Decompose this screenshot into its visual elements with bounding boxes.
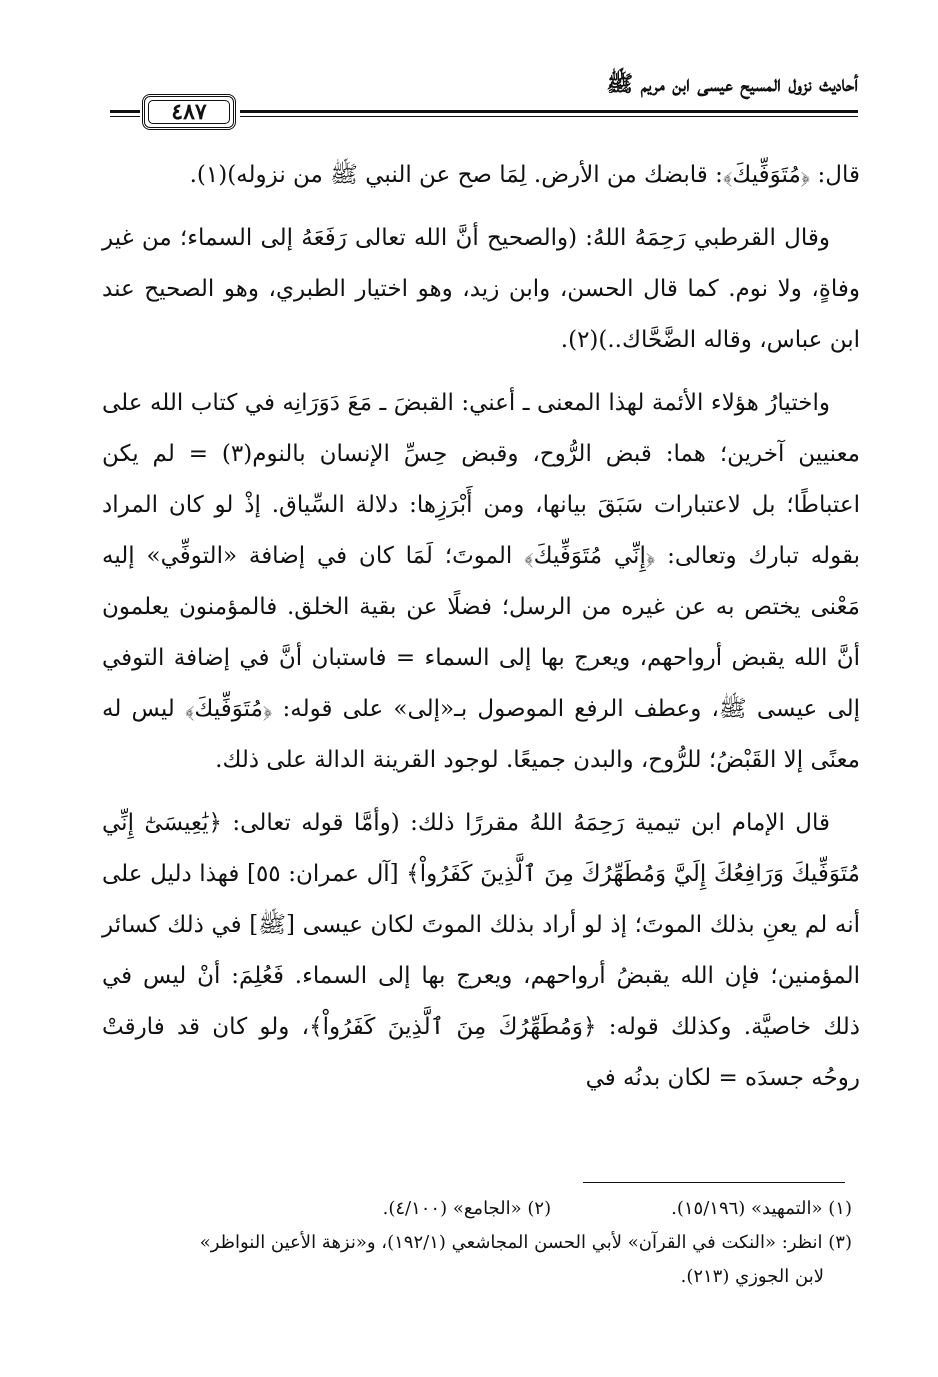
- main-text: [102, 150, 860, 1104]
- footnote-1: (١) «التمهيد» (١٥/١٩٦).: [671, 1198, 852, 1219]
- paragraph-2: وقال القرطبي رَحِمَهُ اللهُ: (والصحيح أنَّ الله تعالى رَفَعَهُ إلى السماء؛ من غير وفاةٍ، ولا نوم. كما قال الحسن، وابن زيد، وهو اختيار الطبري، وهو الصحيح عند ابن عباس، وقاله الضَّحَّاك..)(٢).: [102, 225, 860, 353]
- page-number: ٤٨٧: [171, 99, 207, 125]
- page-header: [110, 66, 858, 128]
- footnote-2: (٢) «الجامع» (٤/١٠٠).: [382, 1198, 552, 1219]
- paragraph-1: قال: ﴿مُتَوَفِّيكَ﴾: قابضك من الأرض. لِمَا صح عن النبي ﷺ من نزوله)(١).: [189, 162, 860, 188]
- header-rule-thin: [240, 116, 858, 117]
- page-number-box: [142, 94, 236, 130]
- paragraph-4: قال الإمام ابن تيمية رَحِمَهُ اللهُ مقررًا ذلك: (وأمَّا قوله تعالى: ﴿يَٰعِيسَىٰٓ إِنِّي مُتَوَفِّيكَ وَرَافِعُكَ إِلَيَّ وَمُطَهِّرُكَ مِنَ ٱلَّذِينَ كَفَرُواْ﴾ [آل عمران: ٥٥] فهذا دليل على أنه لم يعنِ بذلك الموتَ؛ إذ لو أراد بذلك الموتَ لكان عيسى [ﷺ] في ذلك كسائر المؤمنين؛ فإن الله يقبضُ أرواحهم، ويعرج بها إلى السماء. فَعُلِمَ: أنْ ليس في ذلك خاصيَّة. وكذلك قوله: ﴿وَمُطَهِّرُكَ مِنَ ٱلَّذِينَ كَفَرُواْ﴾، ولو كان قد فارقتْ روحُه جسدَه = لكان بدنُه في: [102, 810, 860, 1091]
- footnotes: [102, 1192, 852, 1294]
- header-rule-left-thin: [110, 116, 140, 117]
- paragraph-3: واختيارُ هؤلاء الأئمة لهذا المعنى ـ أعني: القبضَ ـ مَعَ دَوَرَانِه في كتاب الله على معنيين آخرين؛ هما: قبض الرُّوح، وقبض حِسِّ الإنسان بالنوم(٣) = لم يكن اعتباطًا؛ بل لاعتبارات سَبَقَ بيانها، ومن أَبْرَزِها: دلالة السِّياق. إذْ لو كان المراد بقوله تبارك وتعالى: ﴿إِنِّي مُتَوَفِّيكَ﴾ الموتَ؛ لَمَا كان في إضافة «التوفِّي» إليه مَعْنى يختص به عن غيره من الرسل؛ فضلًا عن بقية الخلق. فالمؤمنون يعلمون أنَّ الله يقبض أرواحهم، ويعرج بها إلى السماء = فاستبان أنَّ في إضافة التوفي إلى عيسى ﷺ، وعطف الرفع الموصول بـ«إلى» على قوله: ﴿مُتَوَفِّيكَ﴾ ليس له معنًى إلا القَبْضُ؛ للرُّوح، والبدن جميعًا. لوجود القرينة الدالة على ذلك.: [102, 390, 860, 773]
- footnote-row-1: [102, 1192, 852, 1226]
- footnote-3-continued: لابن الجوزي (٢١٣).: [680, 1266, 824, 1287]
- header-rule-thick: [240, 110, 858, 113]
- footnote-3: (٣) انظر: «النكت في القرآن» لأبي الحسن المجاشعي (١٩٢/١)، و«نزهة الأعين النواظر»: [199, 1232, 852, 1253]
- footnote-separator: [583, 1182, 845, 1183]
- running-title: أحاديث نزول المسيح عيسى ابن مريم ﷺ: [606, 71, 858, 97]
- header-rule-left-thick: [110, 110, 140, 113]
